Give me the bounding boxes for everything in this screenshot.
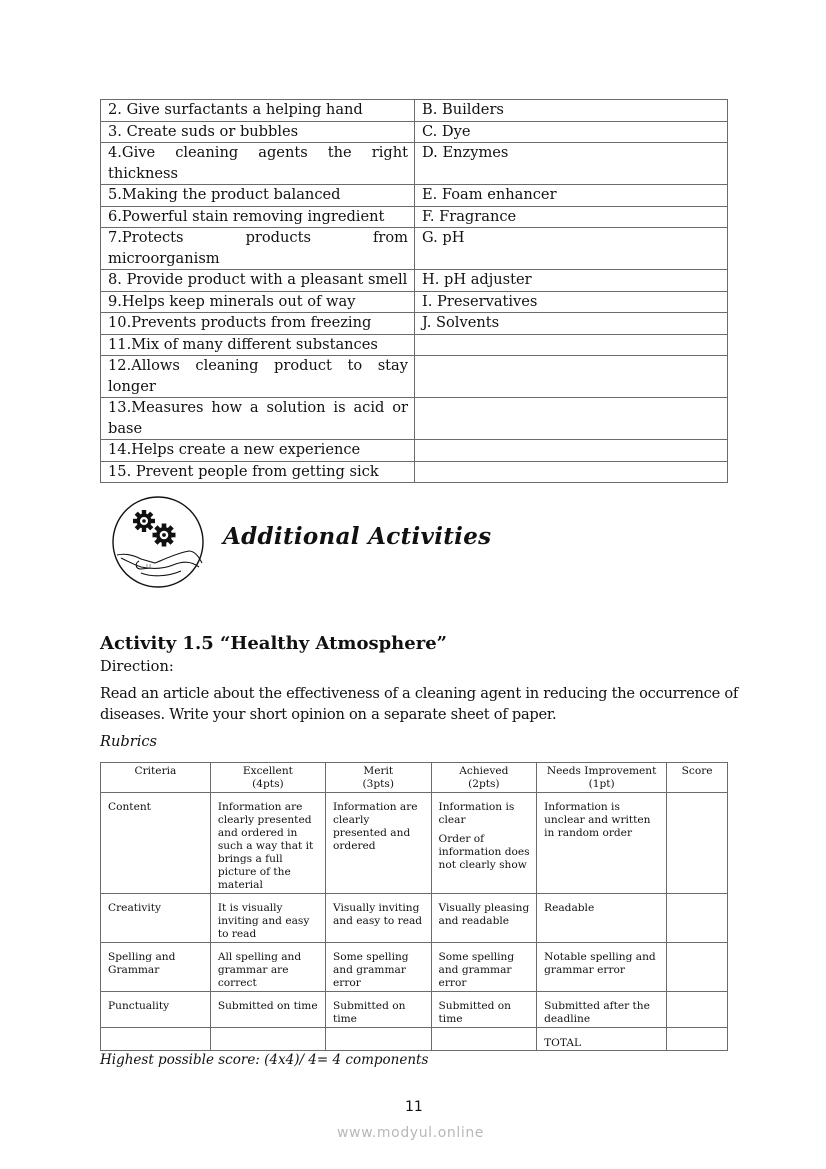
score-cell xyxy=(667,992,728,1028)
score-cell xyxy=(667,894,728,943)
rubric-row-content xyxy=(101,793,728,894)
table-cell-choice: E. Foam enhancer xyxy=(415,185,728,207)
merit-cell: Some spelling and grammar error xyxy=(325,943,431,992)
table-row xyxy=(101,121,728,143)
table-cell-choice: F. Fragrance xyxy=(415,206,728,228)
needs-improvement-cell: Submitted after the deadline xyxy=(537,992,667,1028)
excellent-cell: It is visually inviting and easy to read xyxy=(210,894,325,943)
empty-cell xyxy=(210,1028,325,1051)
watermark: www.modyul.online xyxy=(337,1125,485,1141)
excellent-cell: All spelling and grammar are correct xyxy=(210,943,325,992)
direction-label: Direction: xyxy=(100,658,174,675)
table-cell-choice: I. Preservatives xyxy=(415,291,728,313)
excellent-cell: Submitted on time xyxy=(210,992,325,1028)
table-cell-description: 8. Provide product with a pleasant smell xyxy=(101,270,415,292)
needs-improvement-cell: Information is unclear and written in random order xyxy=(537,793,667,894)
merit-cell: Submitted on time xyxy=(325,992,431,1028)
achieved-cell: Some spelling and grammar error xyxy=(431,943,537,992)
table-cell-choice: B. Builders xyxy=(415,100,728,122)
rubric-row-punctuality xyxy=(101,992,728,1028)
header-label: Score xyxy=(681,765,713,777)
table-cell-choice xyxy=(415,461,728,483)
header-points: (1pt) xyxy=(588,778,615,790)
header-points: (4pts) xyxy=(252,778,284,790)
table-cell-choice xyxy=(415,334,728,356)
header-label: Excellent xyxy=(242,765,293,777)
table-row xyxy=(101,143,728,185)
table-cell-description: 5.Making the product balanced xyxy=(101,185,415,207)
page-number: 11 xyxy=(405,1099,423,1115)
achieved-cell: Visually pleasing and readable xyxy=(431,894,537,943)
criteria-cell: Creativity xyxy=(101,894,211,943)
table-row xyxy=(101,270,728,292)
activity-title: Activity 1.5 “Healthy Atmosphere” xyxy=(100,633,448,654)
table-cell-choice xyxy=(415,356,728,398)
header-needs-improvement xyxy=(537,763,667,793)
table-cell-description: 14.Helps create a new experience xyxy=(101,440,415,462)
table-cell-description: 3. Create suds or bubbles xyxy=(101,121,415,143)
header-points: (2pts) xyxy=(468,778,500,790)
needs-improvement-cell: Notable spelling and grammar error xyxy=(537,943,667,992)
table-row xyxy=(101,313,728,335)
table-row xyxy=(101,228,728,270)
criteria-cell: Spelling and Grammar xyxy=(101,943,211,992)
needs-improvement-cell: Readable xyxy=(537,894,667,943)
header-points: (3pts) xyxy=(362,778,394,790)
score-note: Highest possible score: (4x4)/ 4= 4 components xyxy=(100,1052,429,1068)
matching-table xyxy=(100,99,728,483)
total-label: TOTAL xyxy=(537,1028,667,1051)
table-cell-choice: G. pH xyxy=(415,228,728,270)
achieved-cell: Submitted on time xyxy=(431,992,537,1028)
table-cell-description: 13.Measures how a solution is acid or base xyxy=(101,398,415,440)
header-achieved xyxy=(431,763,537,793)
rubric-row-spelling-grammar xyxy=(101,943,728,992)
rubrics-label: Rubrics xyxy=(100,733,158,750)
achieved-cell xyxy=(431,793,537,894)
table-row xyxy=(101,440,728,462)
criteria-cell: Content xyxy=(101,793,211,894)
table-cell-description: 4.Give cleaning agents the right thickness xyxy=(101,143,415,185)
table-cell-choice: C. Dye xyxy=(415,121,728,143)
table-cell-description: 10.Prevents products from freezing xyxy=(101,313,415,335)
table-cell-choice: J. Solvents xyxy=(415,313,728,335)
table-row xyxy=(101,398,728,440)
header-label: Criteria xyxy=(134,765,177,777)
table-row xyxy=(101,206,728,228)
table-cell-description: 6.Powerful stain removing ingredient xyxy=(101,206,415,228)
table-cell-choice: H. pH adjuster xyxy=(415,270,728,292)
table-cell-choice: D. Enzymes xyxy=(415,143,728,185)
empty-cell xyxy=(101,1028,211,1051)
table-cell-choice xyxy=(415,440,728,462)
total-score-cell xyxy=(667,1028,728,1051)
header-label: Merit xyxy=(363,765,394,777)
score-cell xyxy=(667,943,728,992)
table-row xyxy=(101,291,728,313)
gears-in-hand-icon xyxy=(111,495,205,589)
criteria-cell: Punctuality xyxy=(101,992,211,1028)
rubric-total-row xyxy=(101,1028,728,1051)
table-cell-description: 9.Helps keep minerals out of way xyxy=(101,291,415,313)
table-cell-description: 7.Protects products from microorganism xyxy=(101,228,415,270)
score-cell xyxy=(667,793,728,894)
merit-cell: Information are clearly presented and ordered xyxy=(325,793,431,894)
table-row xyxy=(101,185,728,207)
table-row xyxy=(101,334,728,356)
achieved-text: Information is clear xyxy=(438,801,515,826)
empty-cell xyxy=(431,1028,537,1051)
header-score xyxy=(667,763,728,793)
section-title: Additional Activities xyxy=(223,523,492,550)
rubric-table xyxy=(100,762,728,1051)
table-cell-description: 12.Allows cleaning product to stay longer xyxy=(101,356,415,398)
achieved-text: Order of information does not clearly show xyxy=(438,833,530,871)
rubric-header-row xyxy=(101,763,728,793)
direction-text: Read an article about the effectiveness of a cleaning agent in reducing the occurrence of diseases. Write your short opinion on a separate sheet of paper. xyxy=(100,685,739,723)
table-cell-description: 11.Mix of many different substances xyxy=(101,334,415,356)
header-merit xyxy=(325,763,431,793)
table-cell-description: 2. Give surfactants a helping hand xyxy=(101,100,415,122)
rubric-row-creativity xyxy=(101,894,728,943)
table-row xyxy=(101,356,728,398)
header-label: Achieved xyxy=(459,765,509,777)
table-cell-description: 15. Prevent people from getting sick xyxy=(101,461,415,483)
header-label: Needs Improvement xyxy=(546,765,657,777)
header-excellent xyxy=(210,763,325,793)
header-criteria xyxy=(101,763,211,793)
merit-cell: Visually inviting and easy to read xyxy=(325,894,431,943)
empty-cell xyxy=(325,1028,431,1051)
table-row xyxy=(101,461,728,483)
excellent-cell: Information are clearly presented and ordered in such a way that it brings a full picture of the material xyxy=(210,793,325,894)
table-row xyxy=(101,100,728,122)
table-cell-choice xyxy=(415,398,728,440)
